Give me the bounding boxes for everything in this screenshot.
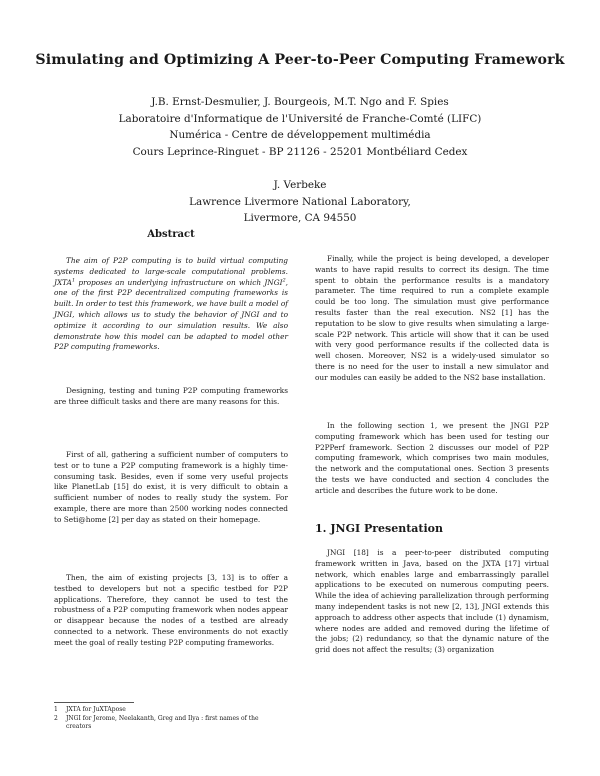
intro-paragraph-3: Then, the aim of existing projects [3, 13] is to offer a testbed to developers but not a specific testbed for P2P applications. Therefore, they cannot be used to test the robustness of a P2P computing framework when nodes appear or disappear because the nodes of a testbed are already connected to a network. These environments do not exactly meet the goal of really testing P2P computing frameworks. <box>54 573 288 647</box>
author2-lab: Lawrence Livermore National Laboratory, <box>189 195 411 208</box>
abstract-text <box>54 256 288 353</box>
paper-title: Simulating and Optimizing A Peer-to-Peer Computing Framework <box>35 52 565 68</box>
footnote-rule <box>54 702 134 703</box>
abstract-text-b: proposes an underlying infrastructure on which JNGI <box>75 277 283 287</box>
intro-paragraph-5: In the following section 1, we present the JNGI P2P computing framework which has been used for testing our P2PPerf framework. Section 2 discusses our model of P2P computing framework, which comprises two main modules, the network and the computational ones. Section 3 presents the tests we have conducted and section 4 concludes the article and describes the future work to be done. <box>315 421 549 495</box>
jngi-paragraph-1: JNGI [18] is a peer-to-peer distributed computing framework written in Java, based on the JXTA [17] virtual network, which enables large and embarrassingly parallel applications to be executed on numerous computing peers. While the idea of achieving parallelization through performing many independent tasks is not new [2, 13], JNGI extends this approach to address other aspects that include (1) dynamism, where nodes are added and removed during the lifetime of the jobs; (2) redundancy, so that the dynamic nature of the grid does not affect the results; (3) organization <box>315 548 549 655</box>
author-names: J.B. Ernst-Desmulier, J. Bourgeois, M.T. Ngo and F. Spies <box>151 96 449 108</box>
footnote-1-text: JXTA for JuXTApose <box>66 706 126 713</box>
footnote-2-text: JNGI for Jerome, Neelakanth, Greg and Ilya : first names of the creators <box>66 715 259 731</box>
abstract-heading: Abstract <box>147 229 195 240</box>
footnote-2 <box>54 715 288 731</box>
abstract-section <box>54 228 288 353</box>
author-block-2 <box>0 177 600 227</box>
author-block <box>0 94 600 160</box>
footnote-1-number: 1 <box>54 706 58 713</box>
footnote-2-number: 2 <box>54 715 58 722</box>
author-address: Cours Leprince-Ringuet - BP 21126 - 25201 Montbéliard Cedex <box>132 145 468 158</box>
author2-name: J. Verbeke <box>273 179 327 191</box>
intro-paragraph-4: Finally, while the project is being developed, a developer wants to have rapid results to correct its design. The time spent to obtain the performance results is a mandatory parameter. The time required to run a complete example could be too long. The simulation must give performance results faster than the real execution. NS2 [1] has the reputation to be slow to give results when simulating a large-scale P2P network. This article will show that it can be used with very good performance results if the collected data is well chosen. Moreover, NS2 is a widely-used simulator so there is no need for the user to install a new simulator and our modules can easily be added to the NS2 base installation. <box>315 254 549 382</box>
author2-city: Livermore, CA 94550 <box>243 212 357 225</box>
footnote-mark-1: 1 <box>71 277 76 284</box>
footnote-1 <box>54 706 288 714</box>
author-org: Numérica - Centre de développement multimédia <box>169 129 431 142</box>
section-heading-jngi: 1. JNGI Presentation <box>315 522 443 535</box>
abstract-text-c: , one of the first P2P decentralized computing frameworks is built. In order to test this framework, we have built a model of JNGI, which allows us to study the behavior of JNGI and to optimize it according to our simulation results. We also demonstrate how this model can be adapted to model other P2P computing frameworks. <box>54 277 288 352</box>
author-lab: Laboratoire d'Informatique de l'Université de Franche-Comté (LIFC) <box>118 112 482 125</box>
intro-paragraph-2: First of all, gathering a sufficient number of computers to test or to tune a P2P computing framework is a highly time-consuming task. Besides, even if some very useful projects like PlanetLab [15] do exist, it is very difficult to obtain a sufficient number of nodes to really study the system. For example, there are more than 2500 working nodes connected to Seti@home [2] per day as stated on their homepage. <box>54 450 288 524</box>
footnote-mark-2: 2 <box>282 277 286 284</box>
abstract-text-a: The aim of P2P computing is to build virtual computing systems dedicated to large-scale computational problems. JXTA <box>54 256 288 287</box>
intro-paragraph-1: Designing, testing and tuning P2P computing frameworks are three difficult tasks and there are many reasons for this. <box>54 386 288 406</box>
